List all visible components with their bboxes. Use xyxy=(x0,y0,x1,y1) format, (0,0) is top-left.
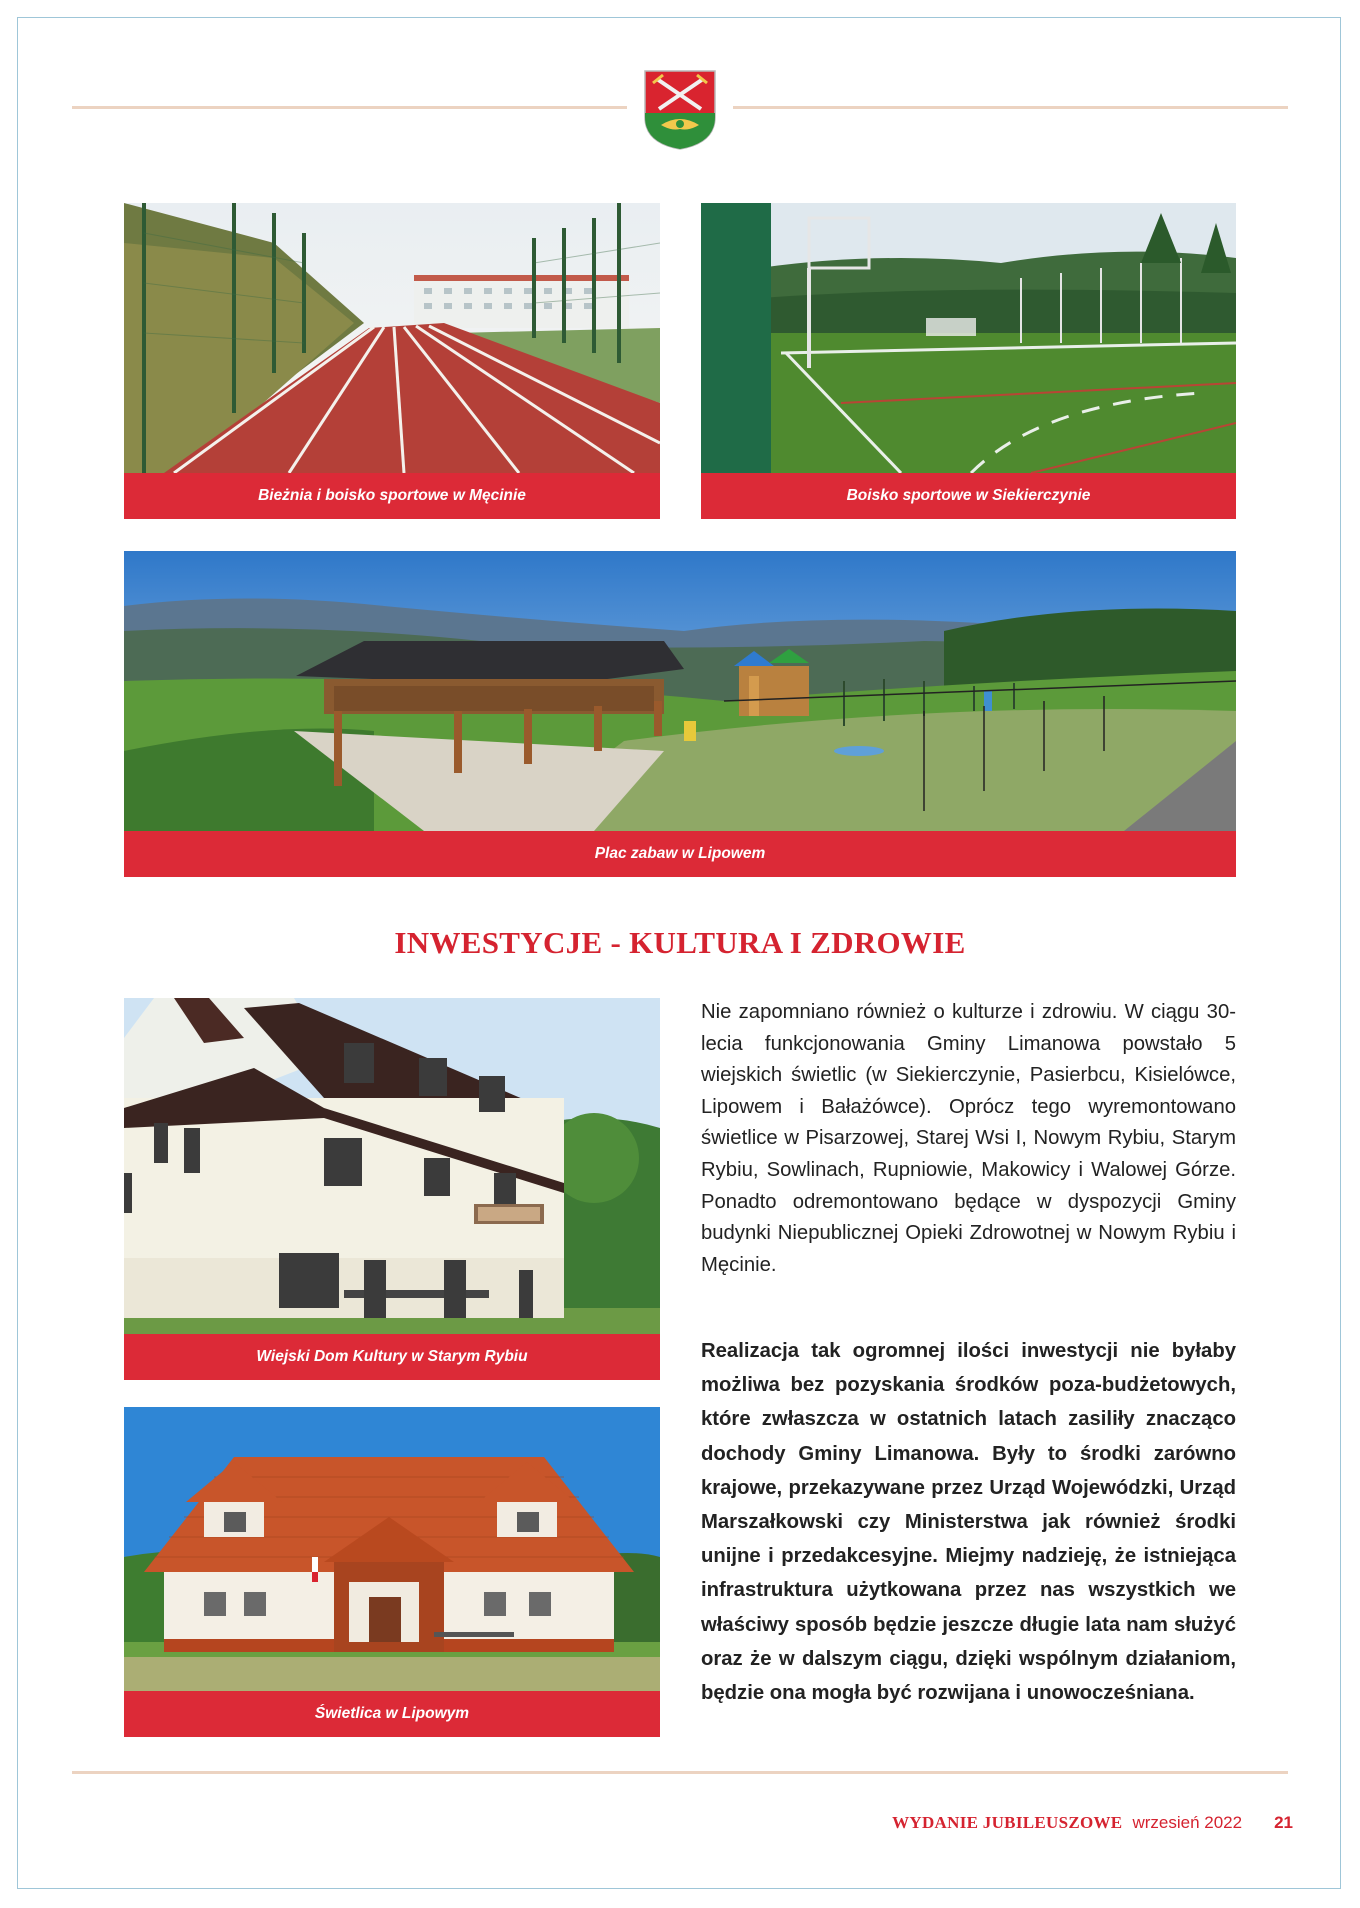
footer-rule xyxy=(72,1771,1288,1774)
caption-running-track: Bieżnia i boisko sportowe w Męcinie xyxy=(124,473,660,519)
photo-culture-house xyxy=(124,998,660,1334)
caption-community-hall: Świetlica w Lipowym xyxy=(124,1691,660,1737)
section-heading: INWESTYCJE - KULTURA I ZDROWIE xyxy=(394,925,966,960)
page-number: 21 xyxy=(1274,1813,1293,1832)
edition-label: WYDANIE JUBILEUSZOWE xyxy=(892,1813,1123,1832)
caption-sports-field: Boisko sportowe w Siekierczynie xyxy=(701,473,1236,519)
photo-community-hall xyxy=(124,1407,660,1691)
photo-running-track xyxy=(124,203,660,473)
paragraph-funding: Realizacja tak ogromnej ilości inwestycji nie byłaby możliwa bez pozyskania środków poza-budżetowych, które zwłaszcza w ostatnich latach zasiliły znacząco dochody Gminy Limanowa. Były to środki zarówno krajowe, przekazywane przez Urząd Wojewódzki, Urząd Marszałkowski czy Ministerstwa jak również środki unijne i przedakcesyjne. Miejmy nadzieję, że istniejąca infrastruktura użytkowana przez nas wszystkich we właściwy sposób będzie jeszcze długie lata nam służyć oraz że w dalszym ciągu, dzięki wspólnym działaniom, będzie ona mogła być rozwijana i unowocześniana. xyxy=(701,1340,1236,1705)
issue-date: wrzesień 2022 xyxy=(1132,1813,1243,1832)
header-rule-right xyxy=(733,106,1288,109)
photo-playground xyxy=(124,551,1236,831)
caption-culture-house: Wiejski Dom Kultury w Starym Rybiu xyxy=(124,1334,660,1380)
paragraph-culture-health: Nie zapomniano również o kulturze i zdrowiu. W ciągu 30-lecia funkcjonowania Gminy Limanowa powstało 5 wiejskich świetlic (w Siekierczynie, Pasierbcu, Kisielówce, Lipowem i Bałażówce). Oprócz tego wyremontowano świetlice w Pisarzowej, Starej Wsi I, Nowym Rybiu, Starym Rybiu, Sowlinach, Rupniowie, Makowicy i Walowej Górze. Ponadto odremontowano będące w dyspozycji Gminy budynki Niepublicznej Opieki Zdrowotnej w Nowym Rybiu i Męcinie. xyxy=(701,1001,1236,1276)
photo-sports-field xyxy=(701,203,1236,473)
footer xyxy=(892,1813,1293,1833)
coat-of-arms-icon xyxy=(643,69,717,151)
header-rule-left xyxy=(72,106,627,109)
caption-playground: Plac zabaw w Lipowem xyxy=(124,831,1236,877)
